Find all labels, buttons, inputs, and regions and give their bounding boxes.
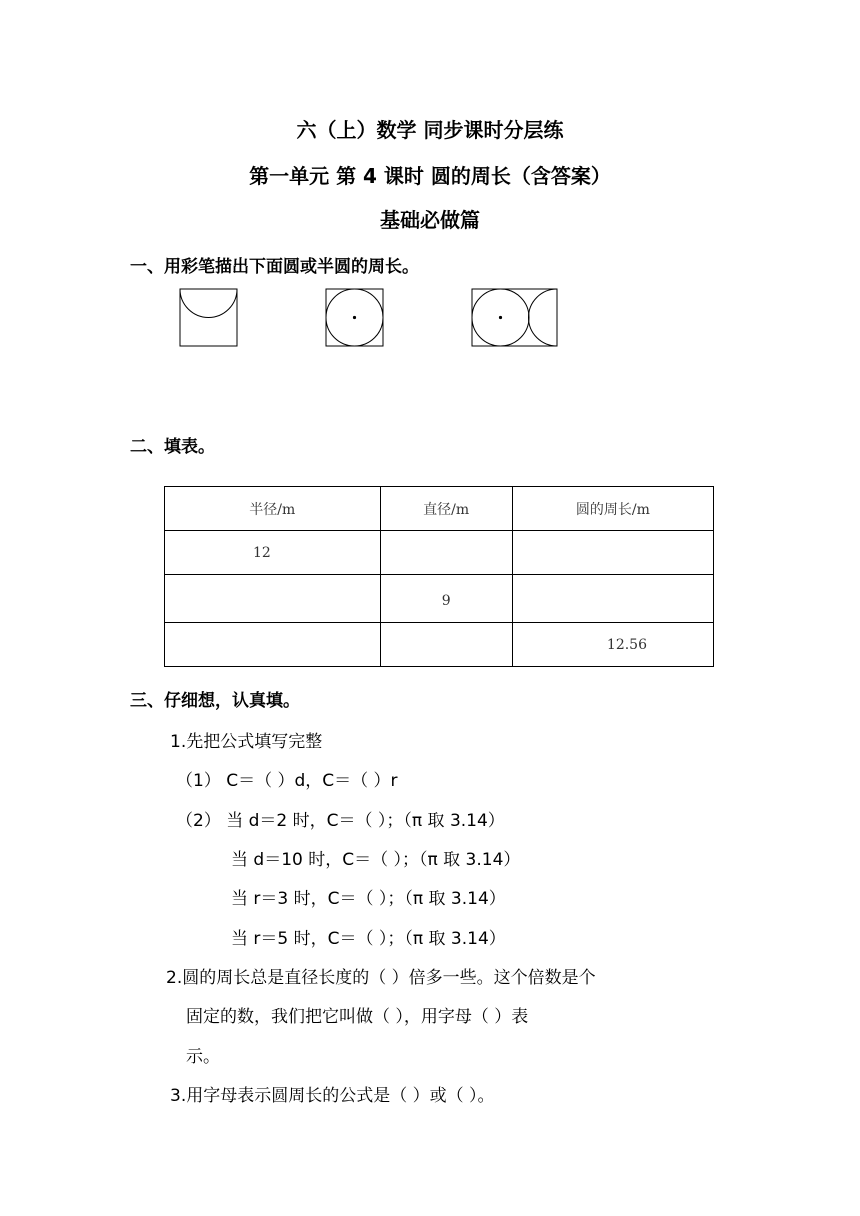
lesson-title: 第一单元 第 4 课时 圆的周长（含答案） <box>249 164 611 188</box>
section1-heading: 一、用彩笔描出下面圆或半圆的周长。 <box>130 257 419 277</box>
section2-heading: 二、填表。 <box>130 437 215 457</box>
q1-intro: 1.先把公式填写完整 <box>170 732 323 752</box>
q2-line1: 2.圆的周长总是直径长度的（ ）倍多一些。这个倍数是个 <box>166 968 596 988</box>
semicircle-in-square-figure <box>178 287 240 349</box>
table-row <box>165 531 714 575</box>
table-row <box>165 623 714 667</box>
table-cell: 12.56 <box>512 623 713 667</box>
header-diameter: 直径/m <box>380 487 512 531</box>
q1-part3: 当 d＝10 时，C＝（ ）；（π 取 3.14） <box>231 850 521 870</box>
table-row <box>165 575 714 623</box>
q2-line3: 示。 <box>186 1047 220 1067</box>
table-cell <box>165 575 381 623</box>
header-radius: 半径/m <box>165 487 381 531</box>
table-cell <box>380 531 512 575</box>
header-circumference: 圆的周长/m <box>512 487 713 531</box>
q1-part1: （1） C＝（ ）d，C＝（ ）r <box>176 771 398 791</box>
q3-line1: 3.用字母表示圆周长的公式是（ ）或（ ）。 <box>170 1086 495 1106</box>
circle-in-square-figure <box>324 287 386 349</box>
table-cell <box>165 623 381 667</box>
level-title: 基础必做篇 <box>380 208 480 232</box>
q1-part2: （2） 当 d＝2 时，C＝（ ）；（π 取 3.14） <box>176 811 505 831</box>
fill-in-table <box>164 486 714 667</box>
q2-line2: 固定的数，我们把它叫做（ ），用字母（ ）表 <box>186 1007 529 1027</box>
circle-and-semicircle-figure <box>470 287 560 349</box>
table-cell: 9 <box>380 575 512 623</box>
section3-heading: 三、仔细想，认真填。 <box>130 691 300 711</box>
document-title: 六（上）数学 同步课时分层练 <box>296 118 564 142</box>
q1-part5: 当 r＝5 时，C＝（ ）；（π 取 3.14） <box>231 929 506 949</box>
table-cell <box>512 531 713 575</box>
table-cell: 12 <box>165 531 381 575</box>
table-cell <box>380 623 512 667</box>
q1-part4: 当 r＝3 时，C＝（ ）；（π 取 3.14） <box>231 889 506 909</box>
table-header-row <box>165 487 714 531</box>
table-cell <box>512 575 713 623</box>
